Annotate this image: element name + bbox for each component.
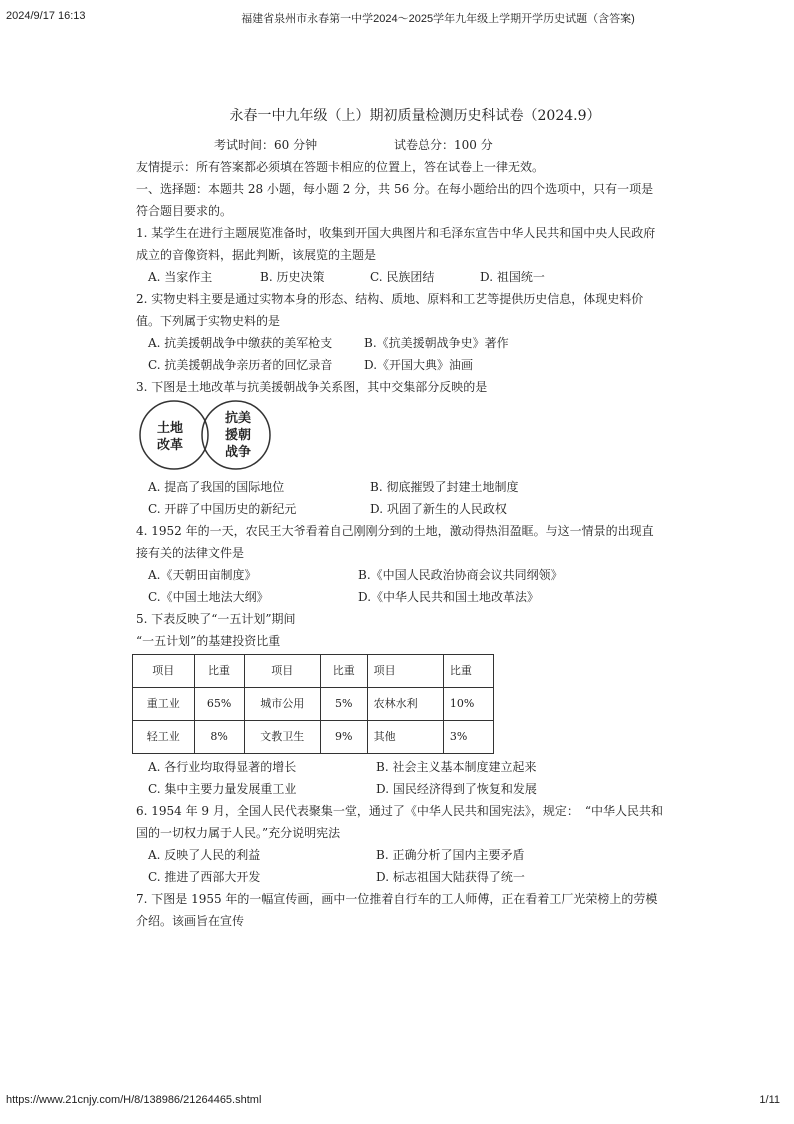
venn-diagram <box>136 400 664 472</box>
option-a: A. 抗美援朝战争中缴获的美军枪支 <box>148 336 333 350</box>
table-header-cell: 比重 <box>320 655 367 688</box>
option-d: D. 祖国统一 <box>480 270 545 284</box>
venn-svg <box>136 400 286 470</box>
question-2-options-row1 <box>136 332 664 354</box>
option-a: A.《天朝田亩制度》 <box>148 568 257 582</box>
venn-right-line1: 抗美 <box>224 410 252 425</box>
option-d: D.《中华人民共和国土地改革法》 <box>358 590 540 604</box>
exam-meta <box>214 134 664 156</box>
option-b: B. 彻底摧毁了封建土地制度 <box>370 480 519 494</box>
question-1-stem: 1. 某学生在进行主题展览准备时，收集到开国大典图片和毛泽东宣告中华人民共和国中央人民政府成立的音像资料，据此判断，该展览的主题是 <box>136 226 656 262</box>
table-row <box>133 688 494 721</box>
question-7-stem: 7. 下图是 1955 年的一幅宣传画，画中一位推着自行车的工人师傅，正在看着工厂光荣榜上的劳模介绍。该画旨在宣传 <box>136 892 658 928</box>
option-b: B.《中国人民政治协商会议共同纲领》 <box>358 568 563 582</box>
print-doc-title: 福建省泉州市永春第一中学2024～2025学年九年级上学期开学历史试题（含答案) <box>241 13 635 25</box>
question-3-options-row2 <box>136 498 664 520</box>
option-a: A. 当家作主 <box>148 270 213 284</box>
table-header-cell: 比重 <box>194 655 244 688</box>
question-1-options <box>136 266 664 288</box>
table-caption: “一五计划”的基建投资比重 <box>136 634 281 648</box>
venn-left-line1: 土地 <box>156 420 184 435</box>
option-b: B. 社会主义基本制度建立起来 <box>376 760 537 774</box>
option-b: B.《抗美援朝战争史》著作 <box>364 336 509 350</box>
print-timestamp: 2024/9/17 16:13 <box>6 10 86 22</box>
table-cell: 轻工业 <box>133 721 195 754</box>
table-cell: 其他 <box>367 721 443 754</box>
question-2-stem: 2. 实物史料主要是通过实物本身的形态、结构、质地、原料和工艺等提供历史信息，体现史料价值。下列属于实物史料的是 <box>136 292 644 328</box>
question-5-options-row1 <box>136 756 664 778</box>
exam-score: 试卷总分：100 分 <box>394 138 493 152</box>
question-3-stem: 3. 下图是土地改革与抗美援朝战争关系图，其中交集部分反映的是 <box>136 380 488 394</box>
option-a: A. 反映了人民的利益 <box>148 848 261 862</box>
exam-tip: 友情提示：所有答案都必须填在答题卡相应的位置上，答在试卷上一律无效。 <box>136 160 545 174</box>
venn-right-line2: 援朝 <box>224 427 252 442</box>
table-cell: 9% <box>320 721 367 754</box>
option-c: C. 开辟了中国历史的新纪元 <box>148 502 297 516</box>
option-d: D.《开国大典》油画 <box>364 358 474 372</box>
venn-right-line3: 战争 <box>224 444 252 459</box>
table-cell: 10% <box>443 688 493 721</box>
option-c: C. 集中主要力量发展重工业 <box>148 782 297 796</box>
table-header-cell: 项目 <box>133 655 195 688</box>
table-cell: 65% <box>194 688 244 721</box>
option-c: C. 推进了西部大开发 <box>148 870 261 884</box>
question-4-stem: 4. 1952 年的一天，农民王大爷看着自己刚刚分到的土地，激动得热泪盈眶。与这一情景的出现直接有关的法律文件是 <box>136 524 654 560</box>
option-d: D. 巩固了新生的人民政权 <box>370 502 507 516</box>
print-url: https://www.21cnjy.com/H/8/138986/21264465.shtml <box>6 1094 262 1106</box>
option-a: A. 各行业均取得显著的增长 <box>148 760 297 774</box>
print-page-number: 1/11 <box>759 1094 780 1106</box>
table-row <box>133 721 494 754</box>
question-6-options-row1 <box>136 844 664 866</box>
table-cell: 农林水利 <box>367 688 443 721</box>
table-header-cell: 项目 <box>244 655 320 688</box>
exam-title: 永春一中九年级（上）期初质量检测历史科试卷（2024.9） <box>229 108 601 124</box>
table-cell: 重工业 <box>133 688 195 721</box>
table-header-row <box>133 655 494 688</box>
table-cell: 城市公用 <box>244 688 320 721</box>
question-2-options-row2 <box>136 354 664 376</box>
table-cell: 8% <box>194 721 244 754</box>
section-heading: 一、选择题：本题共 28 小题，每小题 2 分，共 56 分。在每小题给出的四个选项中，只有一项是符合题目要求的。 <box>136 182 654 218</box>
option-a: A. 提高了我国的国际地位 <box>148 480 285 494</box>
table-cell: 5% <box>320 688 367 721</box>
option-c: C.《中国土地法大纲》 <box>148 590 269 604</box>
browser-print-footer <box>6 1094 780 1110</box>
option-d: D. 国民经济得到了恢复和发展 <box>376 782 537 796</box>
table-header-cell: 项目 <box>367 655 443 688</box>
table-header-cell: 比重 <box>443 655 493 688</box>
browser-print-header <box>6 10 780 26</box>
question-6-stem: 6. 1954 年 9 月，全国人民代表聚集一堂，通过了《中华人民共和国宪法》，规定： “中华人民共和国的一切权力属于人民。”充分说明宪法 <box>136 804 664 840</box>
exam-time: 考试时间：60 分钟 <box>214 138 318 152</box>
question-5-stem: 5. 下表反映了“一五计划”期间 <box>136 612 296 626</box>
question-3-options-row1 <box>136 476 664 498</box>
option-b: B. 历史决策 <box>260 270 325 284</box>
option-b: B. 正确分析了国内主要矛盾 <box>376 848 525 862</box>
question-5-options-row2 <box>136 778 664 800</box>
table-cell: 3% <box>443 721 493 754</box>
question-6-options-row2 <box>136 866 664 888</box>
question-4-options-row1 <box>136 564 664 586</box>
venn-left-line2: 改革 <box>156 437 184 452</box>
question-4-options-row2 <box>136 586 664 608</box>
exam-document <box>136 104 664 932</box>
option-c: C. 抗美援朝战争亲历者的回忆录音 <box>148 358 333 372</box>
investment-table <box>132 654 494 754</box>
table-cell: 文教卫生 <box>244 721 320 754</box>
option-c: C. 民族团结 <box>370 270 435 284</box>
option-d: D. 标志祖国大陆获得了统一 <box>376 870 525 884</box>
venn-circle-left <box>140 401 208 469</box>
